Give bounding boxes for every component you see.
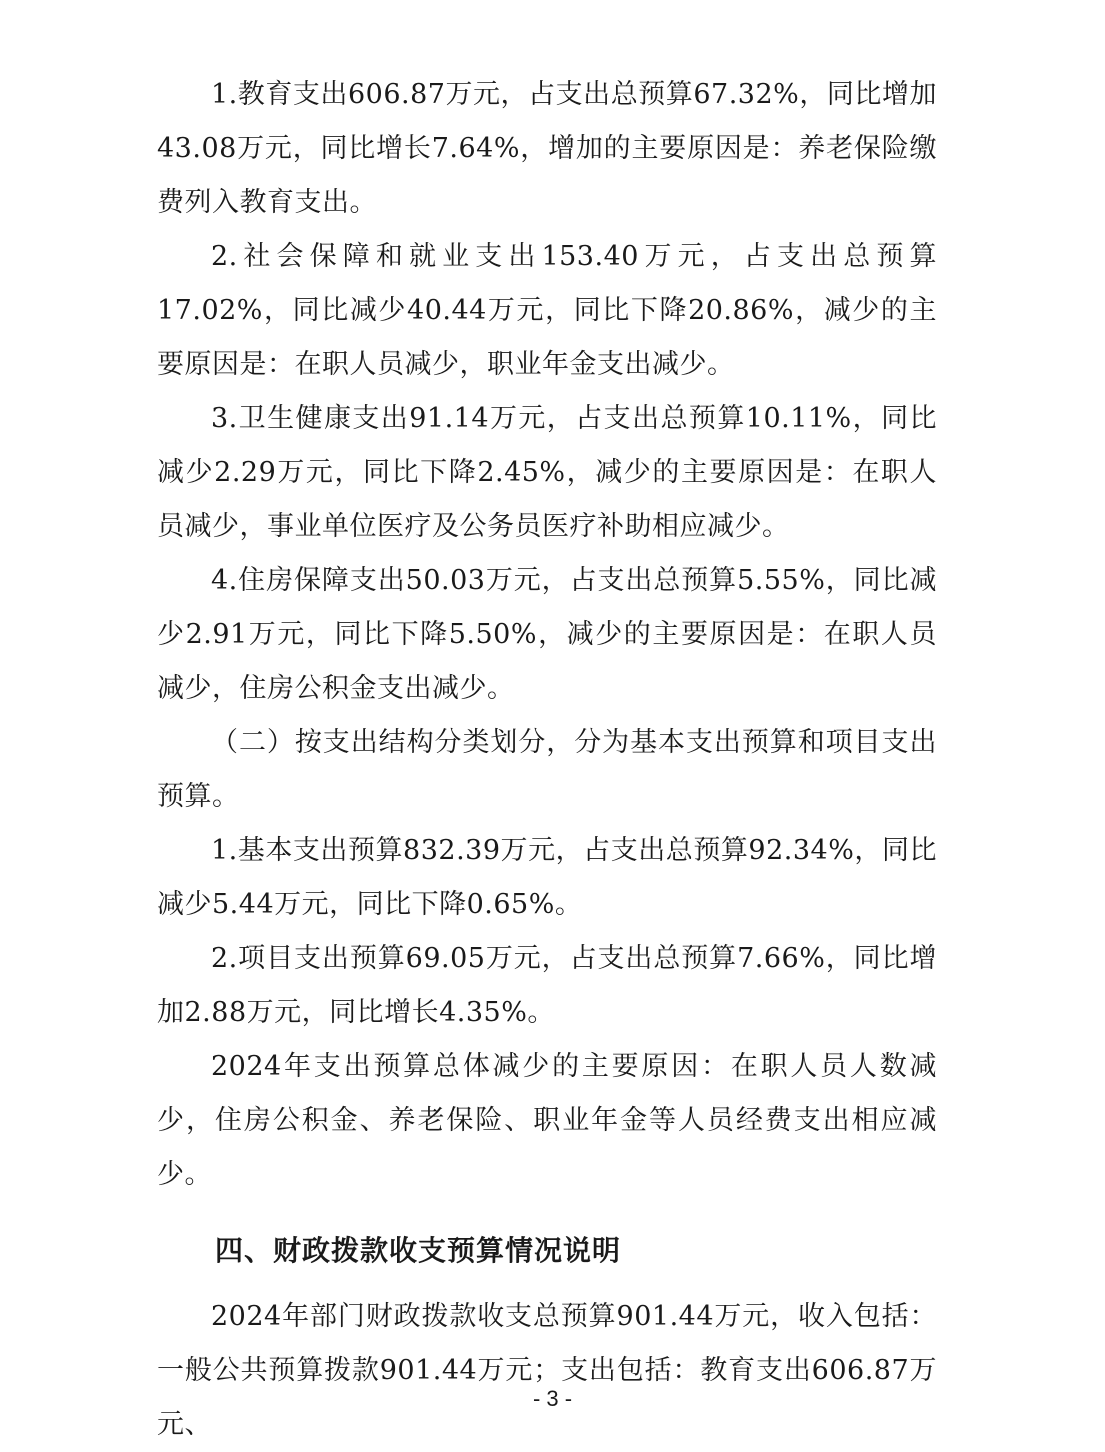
document-body <box>157 68 937 1452</box>
section-heading: 四、财政拨款收支预算情况说明 <box>215 1234 622 1267</box>
paragraph-basic-expense: 1.基本支出预算832.39万元，占支出总预算92.34%，同比减少5.44万元，同比下降0.65%。 <box>157 835 937 920</box>
paragraph-health-expense: 3.卫生健康支出91.14万元，占支出总预算10.11%，同比减少2.29万元，同比下降2.45%，减少的主要原因是：在职人员减少，事业单位医疗及公务员医疗补助相应减少。 <box>157 403 937 542</box>
paragraph-structure-classification: （二）按支出结构分类划分，分为基本支出预算和项目支出预算。 <box>157 727 937 812</box>
paragraph-overall-decrease-reason: 2024年支出预算总体减少的主要原因：在职人员人数减少，住房公积金、养老保险、职业年金等人员经费支出相应减少。 <box>157 1051 937 1190</box>
page-number: - 3 - <box>532 1386 573 1411</box>
paragraph-social-security-expense: 2.社会保障和就业支出153.40万元，占支出总预算17.02%，同比减少40.44万元，同比下降20.86%，减少的主要原因是：在职人员减少，职业年金支出减少。 <box>157 241 937 380</box>
paragraph-housing-expense: 4.住房保障支出50.03万元，占支出总预算5.55%，同比减少2.91万元，同比下降5.50%，减少的主要原因是：在职人员减少，住房公积金支出减少。 <box>157 565 937 704</box>
paragraph-fiscal-allocation-summary: 2024年部门财政拨款收支总预算901.44万元，收入包括：一般公共预算拨款901.44万元；支出包括：教育支出606.87万元、 <box>157 1301 937 1440</box>
paragraph-project-expense: 2.项目支出预算69.05万元，占支出总预算7.66%，同比增加2.88万元，同比增长4.35%。 <box>157 943 937 1028</box>
paragraph-education-expense: 1.教育支出606.87万元，占支出总预算67.32%，同比增加43.08万元，同比增长7.64%，增加的主要原因是：养老保险缴费列入教育支出。 <box>157 79 937 218</box>
